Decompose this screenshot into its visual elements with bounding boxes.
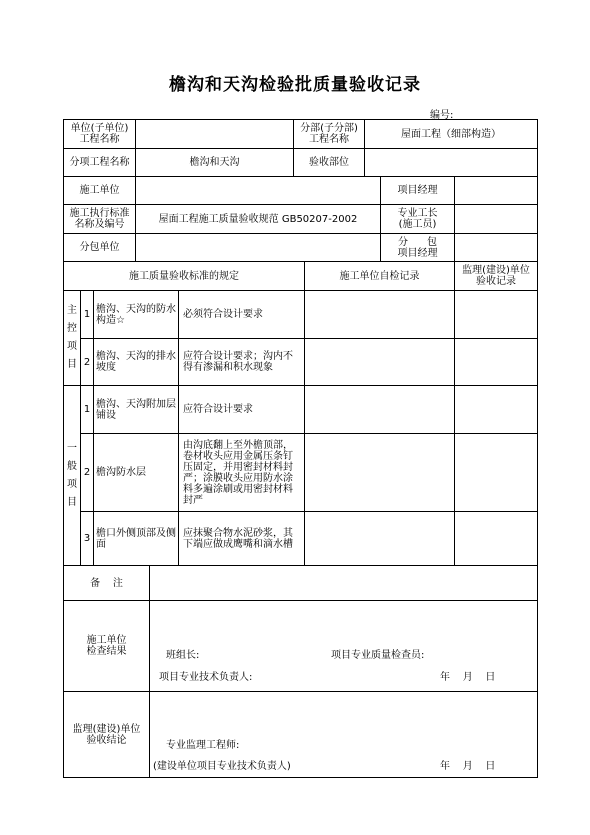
main-item-name: 檐沟、天沟的防水构造☆ (96, 303, 176, 326)
general-item-requirement: 应抹聚合物水泥砂浆，其下端应做成鹰嘴和滴水槽 (183, 527, 293, 550)
project-manager-label: 项目经理 (397, 185, 438, 196)
supervision-engineer-label: 专业监理工程师: (166, 740, 240, 751)
supervision-date: 年 月 日 (440, 761, 496, 772)
standard-label: 施工执行标准 名称及编号 (69, 208, 130, 230)
main-item-requirement: 应符合设计要求；沟内不得有渗漏和积水现象 (183, 351, 293, 373)
page-title: 檐沟和天沟检验批质量验收记录 (169, 75, 421, 95)
grid-line (454, 261, 455, 565)
contractor-date: 年 月 日 (440, 672, 496, 683)
remarks-label: 备 注 (90, 577, 123, 589)
subitem-value[interactable]: 檐沟和天沟 (189, 157, 240, 168)
team-leader-label: 班组长: (166, 650, 200, 661)
general-group-label: 一 般 项 目 (67, 442, 77, 508)
grid-line (93, 290, 94, 565)
contractor-label: 施工单位 (79, 185, 120, 196)
general-item-number: 2 (83, 467, 91, 478)
general-item-requirement: 由沟底翻上至外檐顶部，卷材收头应用金属压条钉压固定，并用密封材料封严；涂膜收头应用防水涂料多遍涂刷或用密封材料封严 (183, 439, 293, 506)
general-item-number: 3 (83, 533, 91, 544)
column-header-supervision: 监理(建设)单位 验收记录 (462, 265, 530, 287)
column-header-self-check: 施工单位自检记录 (339, 270, 420, 282)
general-item-name: 檐沟、天沟附加层铺设 (96, 398, 176, 421)
inspection-part-value[interactable] (365, 149, 537, 176)
subcontractor-value[interactable] (136, 234, 380, 261)
unit-name-value[interactable] (136, 120, 293, 148)
subcontractor-label: 分包单位 (79, 242, 120, 253)
main-item-requirement: 必须符合设计要求 (183, 309, 263, 320)
general-item-number: 1 (83, 404, 91, 415)
main-control-group-label: 主 控 项 目 (67, 305, 77, 370)
supervision-conclusion-label: 监理(建设)单位 验收结论 (72, 724, 141, 746)
sub-manager-value[interactable] (455, 234, 537, 261)
main-item-name: 檐沟、天沟的排水坡度 (96, 351, 176, 373)
general-item-name: 檐口外侧顶部及侧面 (96, 527, 176, 550)
foreman-value[interactable] (455, 205, 537, 233)
main-item-number: 1 (83, 309, 91, 320)
general-item-requirement: 应符合设计要求 (183, 404, 253, 415)
doc-number-label: 编号: (430, 110, 454, 121)
inspection-part-label: 验收部位 (309, 157, 349, 168)
contractor-value[interactable] (136, 177, 380, 204)
tech-lead-label: 项目专业技术负责人: (159, 672, 253, 683)
division-label: 分部(子分部) 工程名称 (300, 123, 358, 145)
remarks-value[interactable] (150, 566, 537, 600)
grid-line (304, 261, 305, 565)
general-item-name: 檐沟防水层 (96, 467, 146, 478)
sub-manager-label: 分 包 项目经理 (397, 236, 438, 259)
project-manager-value[interactable] (455, 177, 537, 204)
unit-name-label: 单位(子单位) 工程名称 (70, 123, 129, 145)
standard-value[interactable]: 屋面工程施工质量验收规范 GB50207-2002 (158, 213, 358, 225)
subitem-label: 分项工程名称 (69, 157, 130, 168)
quality-inspector-label: 项目专业质量检查员: (331, 650, 425, 661)
foreman-label: 专业工长 (施工员) (397, 208, 438, 230)
contractor-check-label: 施工单位 检查结果 (86, 635, 127, 657)
column-header-standard: 施工质量验收标准的规定 (129, 270, 239, 282)
division-value[interactable]: 屋面工程（细部构造） (401, 128, 501, 140)
main-item-number: 2 (83, 356, 91, 368)
owner-representative-label: (建设单位项目专业技术负责人) (153, 761, 291, 772)
grid-line (178, 290, 179, 565)
